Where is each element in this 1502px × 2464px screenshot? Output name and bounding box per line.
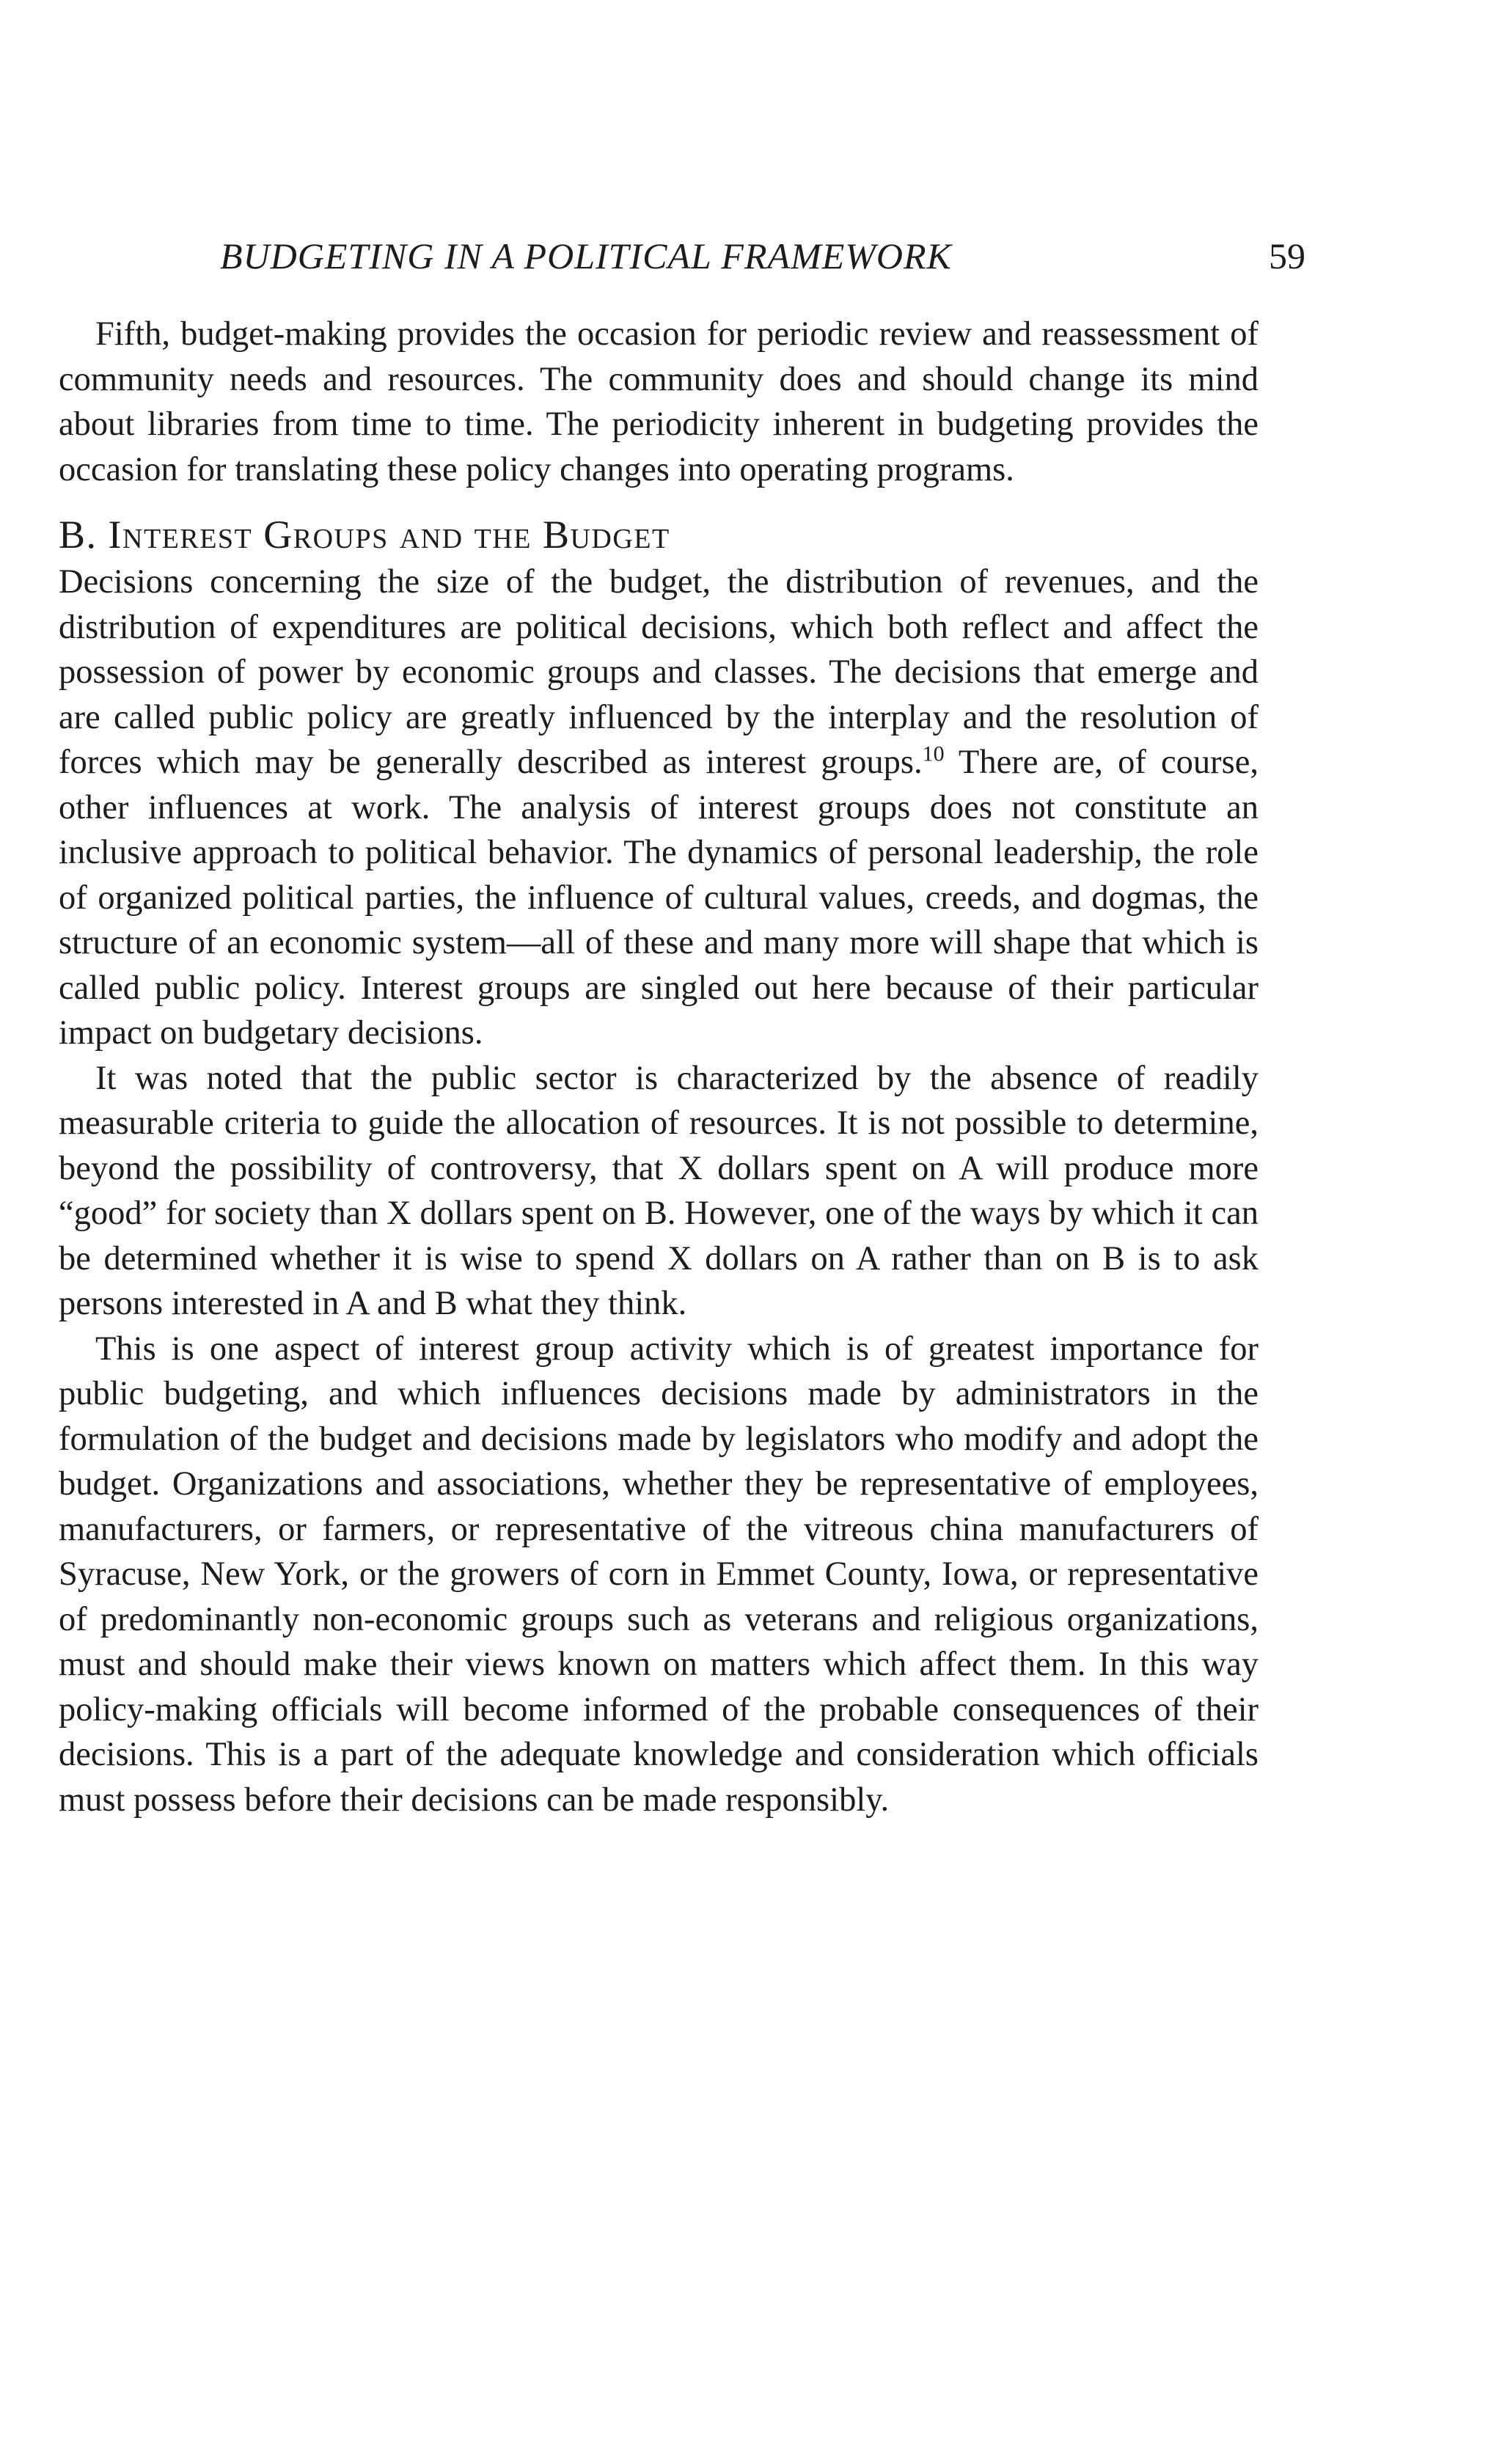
paragraph-measurable-criteria: It was noted that the public sector is characterized by the absence of readily measurable criteria to guide the allocation of resources. It is not possible to determine, beyond the possibility of controversy, that X dollars spent on A will produce more “good” for society than X dollars spent on B. However, one of the ways by which it can be determined whether it is wise to spend X dollars on A rather than on B is to ask persons interested in A and B what they think. [59, 1059, 1259, 1322]
running-head [220, 235, 1305, 283]
paragraph-text-before-footnote: Decisions concerning the size of the budget, the distribution of revenues, and the distribution of expenditures are political decisions, which both reflect and affect the possession of power by economic groups and classes. The decisions that emerge and are called public policy are greatly influenced by the interplay and the resolution of forces which may be generally described as interest groups. [59, 563, 1259, 781]
page-number: 59 [1269, 235, 1305, 276]
running-title: BUDGETING IN A POLITICAL FRAMEWORK [220, 235, 952, 276]
section-heading: B. Interest Groups and the Budget [59, 513, 670, 557]
footnote-reference: 10 [922, 741, 945, 766]
paragraph-interest-groups [59, 560, 1259, 1056]
body-text [59, 312, 1259, 1822]
paragraph-interest-group-activity: This is one aspect of interest group activity which is of greatest importance for public budgeting, and which influences decisions made by administrators in the formulation of the budget and decisions made by legislators who modify and adopt the budget. Organizations and associations, whether they be representative of employees, manufacturers, or farmers, or representative of the vitreous china manufacturers of Syracuse, New York, or the growers of corn in Emmet County, Iowa, or representative of predominantly non-economic groups such as veterans and religious organizations, must and should make their views known on matters which affect them. In this way policy-making officials will become informed of the probable consequences of their decisions. This is a part of the adequate knowledge and consideration which officials must possess before their decisions can be made responsibly. [59, 1330, 1259, 1819]
paragraph-text-after-footnote: There are, of course, other influences at work. The analysis of interest groups does not constitute an inclusive approach to political behavior. The dynamics of personal leadership, the role of organized political parties, the influence of cultural values, creeds, and dogmas, the structure of an economic system—all of these and many more will shape that which is called public policy. Interest groups are singled out here because of their particular impact on budgetary decisions. [59, 744, 1259, 1052]
paragraph-fifth-point: Fifth, budget-making provides the occasion for periodic review and reassessment of community needs and resources. The community does and should change its mind about libraries from time to time. The periodicity inherent in budgeting provides the occasion for translating these policy changes into operating programs. [59, 315, 1259, 488]
